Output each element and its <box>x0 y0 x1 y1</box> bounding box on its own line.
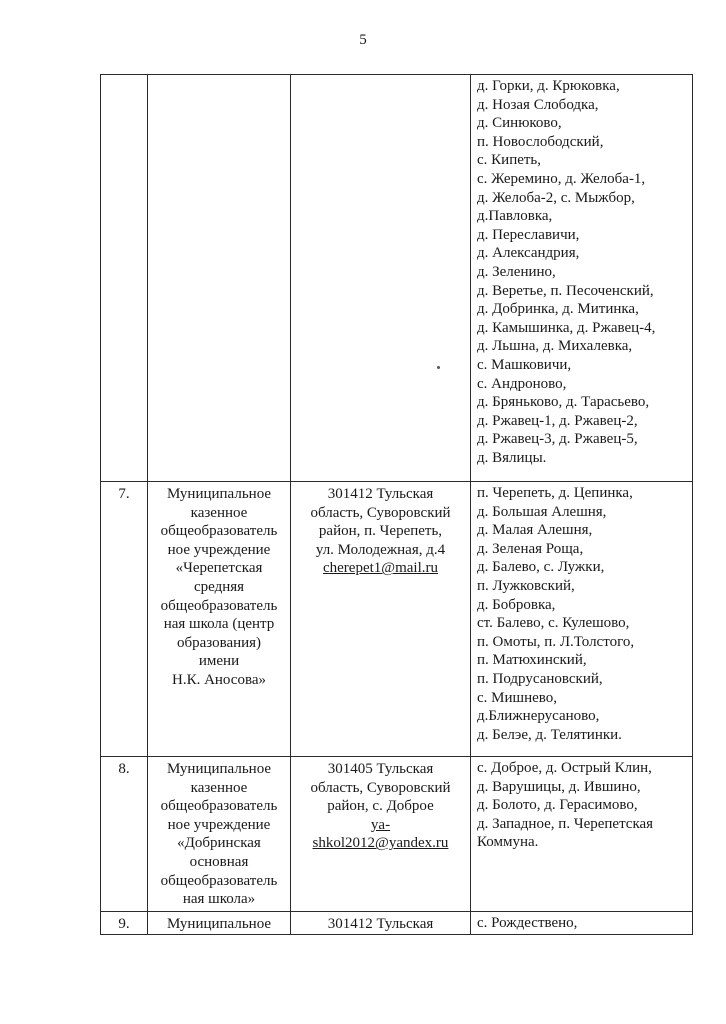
area-line: п. Омоты, п. Л.Толстого, <box>477 633 635 650</box>
area-line: с. Андроново, <box>477 375 567 392</box>
area-line: д. Варушицы, д. Ившино, <box>477 778 641 795</box>
email-link[interactable]: cherepet1@mail.ru <box>322 560 438 577</box>
area-line: с. Жеремино, д. Желоба-1, <box>477 170 646 187</box>
area-line: д. Зеленая Роща, <box>477 540 584 557</box>
area-line: с. Машковичи, <box>477 356 572 373</box>
area-line: п. Матюхинский, <box>477 652 587 669</box>
area-line: д. Горки, д. Крюковка, <box>477 78 620 94</box>
school-name <box>148 75 291 482</box>
table-row <box>101 757 693 912</box>
area-line: п. Лужковский, <box>477 577 575 594</box>
row-number <box>101 75 148 482</box>
table-row <box>101 482 693 757</box>
area-line: п. Черепеть, д. Цепинка, <box>477 485 633 501</box>
school-name-line: общеобразователь <box>160 597 278 614</box>
area-line: п. Новослободский, <box>477 133 604 150</box>
school-name-line: общеобразователь <box>160 523 278 540</box>
school-name-line: казенное <box>190 504 248 521</box>
row-number <box>101 482 148 757</box>
area-line: д. Ржавец-3, д. Ржавец-5, <box>477 431 638 448</box>
area-line: д. Балево, с. Лужки, <box>477 559 605 576</box>
scan-speck <box>437 366 440 369</box>
school-name-line: Муниципальное <box>166 486 272 502</box>
page-number: 5 <box>359 32 367 48</box>
address-line: район, с. Доброе <box>327 798 434 815</box>
address-line: ул. Молодежная, д.4 <box>315 541 446 558</box>
address-line: 301412 Тульская <box>327 916 434 932</box>
school-name-line: образования) <box>176 634 262 651</box>
area-line: д. Александрия, <box>477 245 580 262</box>
area-line: д. Бряньково, д. Тарасьево, <box>477 394 650 411</box>
table-row <box>101 912 693 935</box>
area-line: ст. Балево, с. Кулешово, <box>477 615 630 632</box>
email-link[interactable]: shkol2012@yandex.ru <box>312 835 449 852</box>
area-line: д. Ржавец-1, д. Ржавец-2, <box>477 412 638 429</box>
area-line: д. Камышинка, д. Ржавец-4, <box>477 319 656 336</box>
school-name <box>148 482 291 757</box>
school-name-line: Муниципальное <box>166 761 272 777</box>
address-line: область, Суворовский <box>310 779 451 796</box>
area-line: д.Павловка, <box>477 208 553 225</box>
area-line: д. Вялицы. <box>477 449 547 466</box>
area-line: д.Ближнерусаново, <box>477 708 600 725</box>
school-name-line: ное учреждение <box>167 541 271 558</box>
school-name-line: средняя <box>193 578 245 595</box>
school-name <box>148 757 291 912</box>
served-areas <box>471 757 693 912</box>
served-areas <box>471 75 693 482</box>
school-name-line: имени <box>198 653 240 670</box>
school-name-line: ная школа» <box>182 891 256 908</box>
row-number-text: 8. <box>118 761 130 777</box>
address-line: область, Суворовский <box>310 504 451 521</box>
school-name <box>148 912 291 935</box>
area-line: д. Западное, п. Черепетская <box>477 815 654 832</box>
area-line: д. Болото, д. Герасимово, <box>477 797 638 814</box>
area-line: с. Мишнево, <box>477 689 557 706</box>
address-line: 301405 Тульская <box>327 761 434 777</box>
served-areas <box>471 912 693 935</box>
school-name-line: «Черепетская <box>175 560 263 577</box>
area-line: д. Большая Алешня, <box>477 503 607 520</box>
school-name-line: ное учреждение <box>167 816 271 833</box>
school-address <box>291 912 471 935</box>
schools-table <box>100 74 693 935</box>
area-line: д. Нозая Слободка, <box>477 96 599 113</box>
area-line: д. Малая Алешня, <box>477 522 593 539</box>
area-line: д. Бобровка, <box>477 596 556 613</box>
area-line: д. Желоба-2, с. Мыжбор, <box>477 189 635 206</box>
area-line: д. Веретье, п. Песоченский, <box>477 282 654 299</box>
row-number <box>101 912 148 935</box>
area-line: с. Рождествено, <box>477 915 578 931</box>
school-name-line: общеобразователь <box>160 798 278 815</box>
area-line: Коммуна. <box>477 834 539 851</box>
school-name-line: казенное <box>190 779 248 796</box>
school-address <box>291 75 471 482</box>
area-line: д. Белэе, д. Телятинки. <box>477 726 622 743</box>
school-name-line: ная школа (центр <box>163 616 275 633</box>
row-number <box>101 757 148 912</box>
address-line: район, п. Черепеть, <box>318 523 443 540</box>
area-line: д. Льшна, д. Михалевка, <box>477 338 633 355</box>
row-number-text: 7. <box>118 486 130 502</box>
served-areas <box>471 482 693 757</box>
school-name-line: общеобразователь <box>160 872 278 889</box>
area-line: с. Кипеть, <box>477 152 542 169</box>
school-name-line: Муниципальное <box>166 916 272 932</box>
school-name-line: основная <box>189 853 249 870</box>
school-address <box>291 482 471 757</box>
table-row <box>101 75 693 482</box>
row-number-text: 9. <box>118 916 130 932</box>
area-line: д. Добринка, д. Митинка, <box>477 301 639 318</box>
school-name-line: «Добринская <box>177 835 261 852</box>
school-address <box>291 757 471 912</box>
email-link[interactable]: ya- <box>370 816 391 833</box>
area-line: п. Подрусановский, <box>477 670 603 687</box>
area-line: с. Доброе, д. Острый Клин, <box>477 760 652 776</box>
area-line: д. Переславичи, <box>477 226 580 243</box>
area-line: д. Синюково, <box>477 115 562 132</box>
school-name-line: Н.К. Аносова» <box>171 671 267 688</box>
area-line: д. Зеленино, <box>477 263 556 280</box>
address-line: 301412 Тульская <box>327 486 434 502</box>
